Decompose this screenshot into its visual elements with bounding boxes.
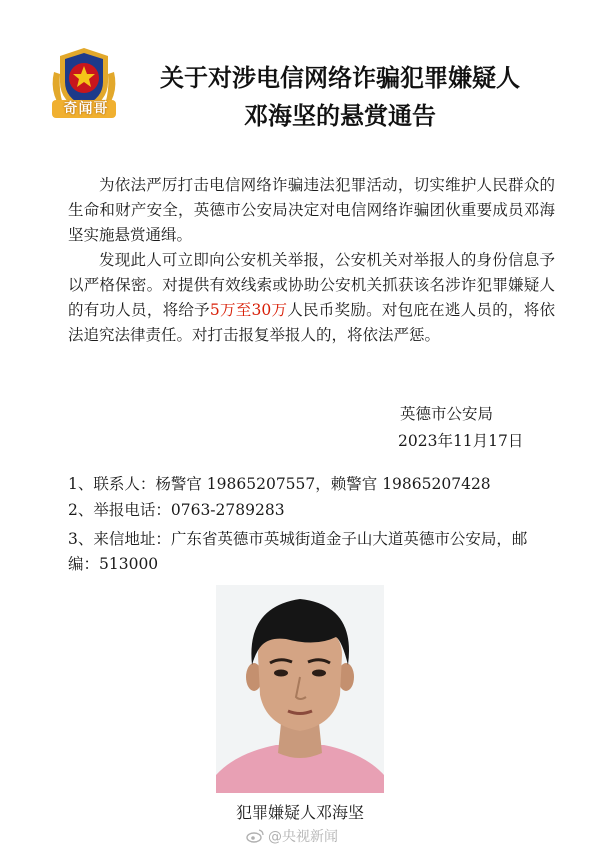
weibo-watermark: [246, 826, 338, 846]
notice-title-line-1: 关于对涉电信网络诈骗犯罪嫌疑人: [160, 63, 520, 92]
signature-org: 英德市公安局: [400, 405, 494, 423]
mailing-address: 3、来信地址：广东省英德市英城街道金子山大道英德市公安局，邮编：513000: [68, 530, 528, 573]
paragraph-2-text-a: 发现此人可立即向公安机关举报，公安机关对举报人的身份信息予以严格保密。对提供有效线索或协助公安机关抓获该名涉诈犯罪嫌疑人的有功人员，将给予: [68, 251, 555, 319]
photo-caption: 犯罪嫌疑人邓海坚: [235, 803, 364, 822]
contact-persons: 1、联系人：杨警官 19865207557，赖警官 19865207428: [68, 475, 491, 493]
emblem-caption: 奇闻哥: [63, 101, 109, 117]
paragraph-2-text-b: 人民币奖励。对包庇在逃人员的，将依法追究法律责任。对打击报复举报人的，将依法严惩。: [68, 301, 555, 344]
suspect-photo: [216, 585, 384, 793]
notice-paragraph-2: [68, 248, 555, 348]
weibo-logo-icon: [246, 829, 264, 843]
watermark-text: @央视新闻: [268, 829, 338, 845]
notice-title-line-2: 邓海坚的悬赏通告: [244, 101, 436, 130]
reward-amount: 5万至30万: [209, 301, 288, 319]
report-phone: 2、举报电话：0763-2789283: [68, 501, 285, 519]
signature-date: 2023年11月17日: [398, 432, 524, 450]
suspect-portrait-icon: [216, 585, 384, 793]
notice-paragraph-1: 为依法严厉打击电信网络诈骗违法犯罪活动，切实维护人民群众的生命和财产安全，英德市公安局决定对电信网络诈骗团伙重要成员邓海坚实施悬赏通缉。: [68, 176, 555, 244]
